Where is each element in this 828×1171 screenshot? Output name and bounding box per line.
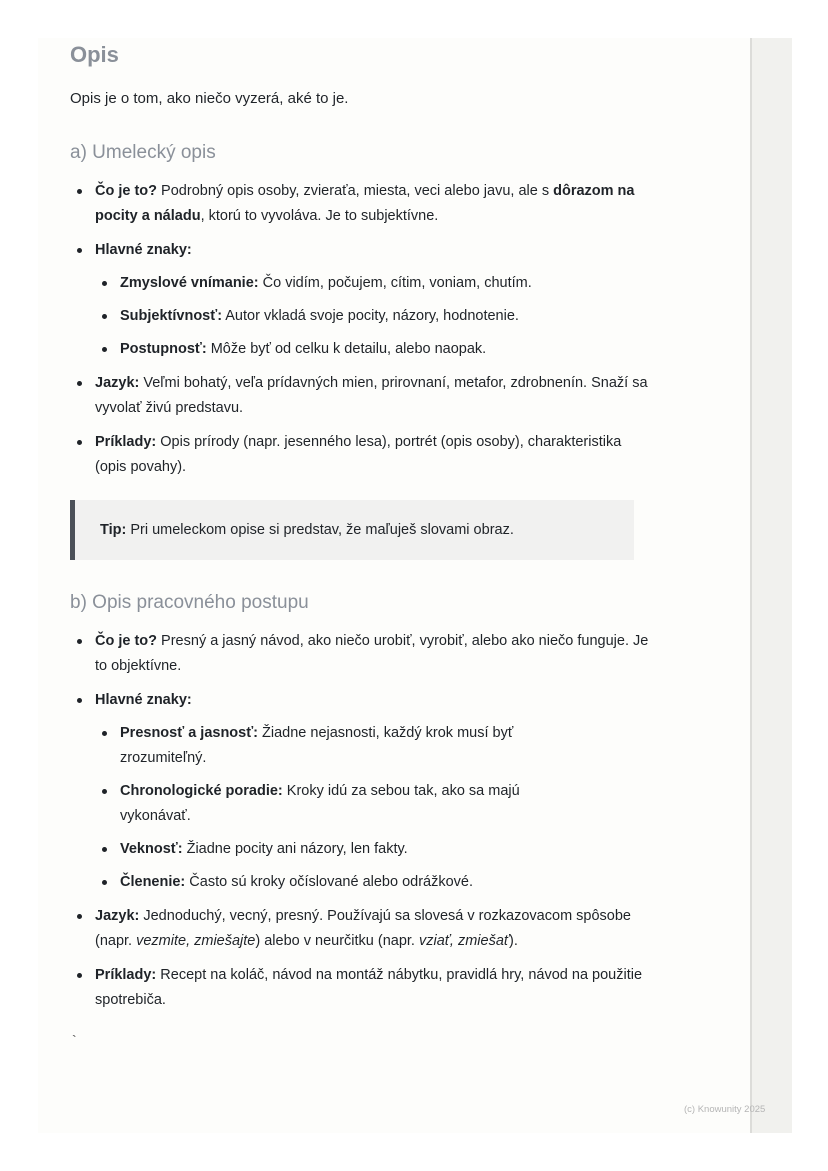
item-label: Veknosť: bbox=[120, 841, 183, 857]
item-label: Hlavné znaky: bbox=[95, 692, 192, 708]
item-label: Jazyk: bbox=[95, 375, 140, 391]
intro-text: Opis je o tom, ako niečo vyzerá, aké to je. bbox=[70, 90, 349, 107]
list-item bbox=[70, 904, 650, 954]
item-italic: vziať, zmiešať bbox=[419, 933, 510, 949]
section-b-list bbox=[70, 629, 650, 1022]
item-text: Autor vkladá svoje pocity, názory, hodnotenie. bbox=[222, 308, 519, 324]
list-item bbox=[70, 179, 650, 229]
section-b-heading: b) Opis pracovného postupu bbox=[70, 592, 309, 613]
item-text: ) alebo v neurčitku (napr. bbox=[255, 933, 419, 949]
sub-list-item bbox=[95, 870, 555, 895]
sub-list-item bbox=[95, 271, 650, 296]
item-text: Žiadne pocity ani názory, len fakty. bbox=[182, 841, 408, 857]
document-page bbox=[38, 38, 750, 1133]
item-label: Príklady: bbox=[95, 434, 157, 450]
list-item bbox=[70, 688, 650, 895]
sub-list bbox=[95, 271, 650, 362]
list-item bbox=[70, 238, 650, 362]
item-emphasis: dôrazom na pocity a náladu bbox=[95, 183, 635, 224]
sub-list-item bbox=[95, 837, 555, 862]
item-label: Členenie: bbox=[120, 874, 186, 890]
item-text: , ktorú to vyvoláva. Je to subjektívne. bbox=[200, 208, 439, 224]
item-text: Kroky idú za sebou tak, ako sa majú vykonávať. bbox=[120, 783, 520, 824]
item-text: ). bbox=[509, 933, 518, 949]
item-label: Zmyslové vnímanie: bbox=[120, 275, 259, 291]
tip-text: Pri umeleckom opise si predstav, že maľuješ slovami obraz. bbox=[126, 522, 514, 538]
list-item bbox=[70, 963, 650, 1013]
item-italic: vezmite, zmiešajte bbox=[136, 933, 256, 949]
section-a-heading: a) Umelecký opis bbox=[70, 142, 216, 163]
item-text: Podrobný opis osoby, zvieraťa, miesta, veci alebo javu, ale s bbox=[157, 183, 554, 199]
copyright-footer: (c) Knowunity 2025 bbox=[684, 1104, 766, 1115]
sub-list-item bbox=[95, 337, 650, 362]
list-item bbox=[70, 430, 650, 480]
item-text: Jednoduchý, vecný, presný. Používajú sa slovesá v rozkazovacom spôsobe (napr. bbox=[95, 908, 631, 949]
item-label: Chronologické poradie: bbox=[120, 783, 283, 799]
item-label: Presnosť a jasnosť: bbox=[120, 725, 258, 741]
list-item bbox=[70, 371, 650, 421]
item-text: Recept na koláč, návod na montáž nábytku, pravidlá hry, návod na použitie spotrebiča. bbox=[95, 967, 643, 1008]
item-text: Často sú kroky očíslované alebo odrážkové. bbox=[185, 874, 473, 890]
sub-list-item bbox=[95, 779, 555, 829]
tip-label: Tip: bbox=[100, 522, 127, 538]
item-text: Môže byť od celku k detailu, alebo naopak. bbox=[206, 341, 487, 357]
item-text: Opis prírody (napr. jesenného lesa), portrét (opis osoby), charakteristika (opis povahy). bbox=[95, 434, 622, 475]
side-panel bbox=[750, 38, 792, 1133]
section-a-list bbox=[70, 179, 650, 489]
tip-callout bbox=[70, 500, 634, 560]
stray-mark: ` bbox=[72, 1032, 77, 1048]
item-label: Subjektívnosť: bbox=[120, 308, 223, 324]
list-item bbox=[70, 629, 650, 679]
item-label: Príklady: bbox=[95, 967, 157, 983]
sub-list-item bbox=[95, 721, 555, 771]
item-label: Jazyk: bbox=[95, 908, 140, 924]
item-label: Postupnosť: bbox=[120, 341, 207, 357]
sub-list bbox=[95, 721, 555, 895]
item-label: Čo je to? bbox=[95, 633, 158, 649]
item-text: Veľmi bohatý, veľa prídavných mien, prirovnaní, metafor, zdrobnenín. Snaží sa vyvolať živú predstavu. bbox=[95, 375, 648, 416]
item-text: Žiadne nejasnosti, každý krok musí byť zrozumiteľný. bbox=[120, 725, 514, 766]
item-text: Presný a jasný návod, ako niečo urobiť, vyrobiť, alebo ako niečo funguje. Je to objektívne. bbox=[95, 633, 649, 674]
item-text: Čo vidím, počujem, cítim, voniam, chutím. bbox=[258, 275, 532, 291]
page-title: Opis bbox=[70, 42, 119, 67]
sub-list-item bbox=[95, 304, 650, 329]
item-label: Čo je to? bbox=[95, 183, 158, 199]
item-label: Hlavné znaky: bbox=[95, 242, 192, 258]
